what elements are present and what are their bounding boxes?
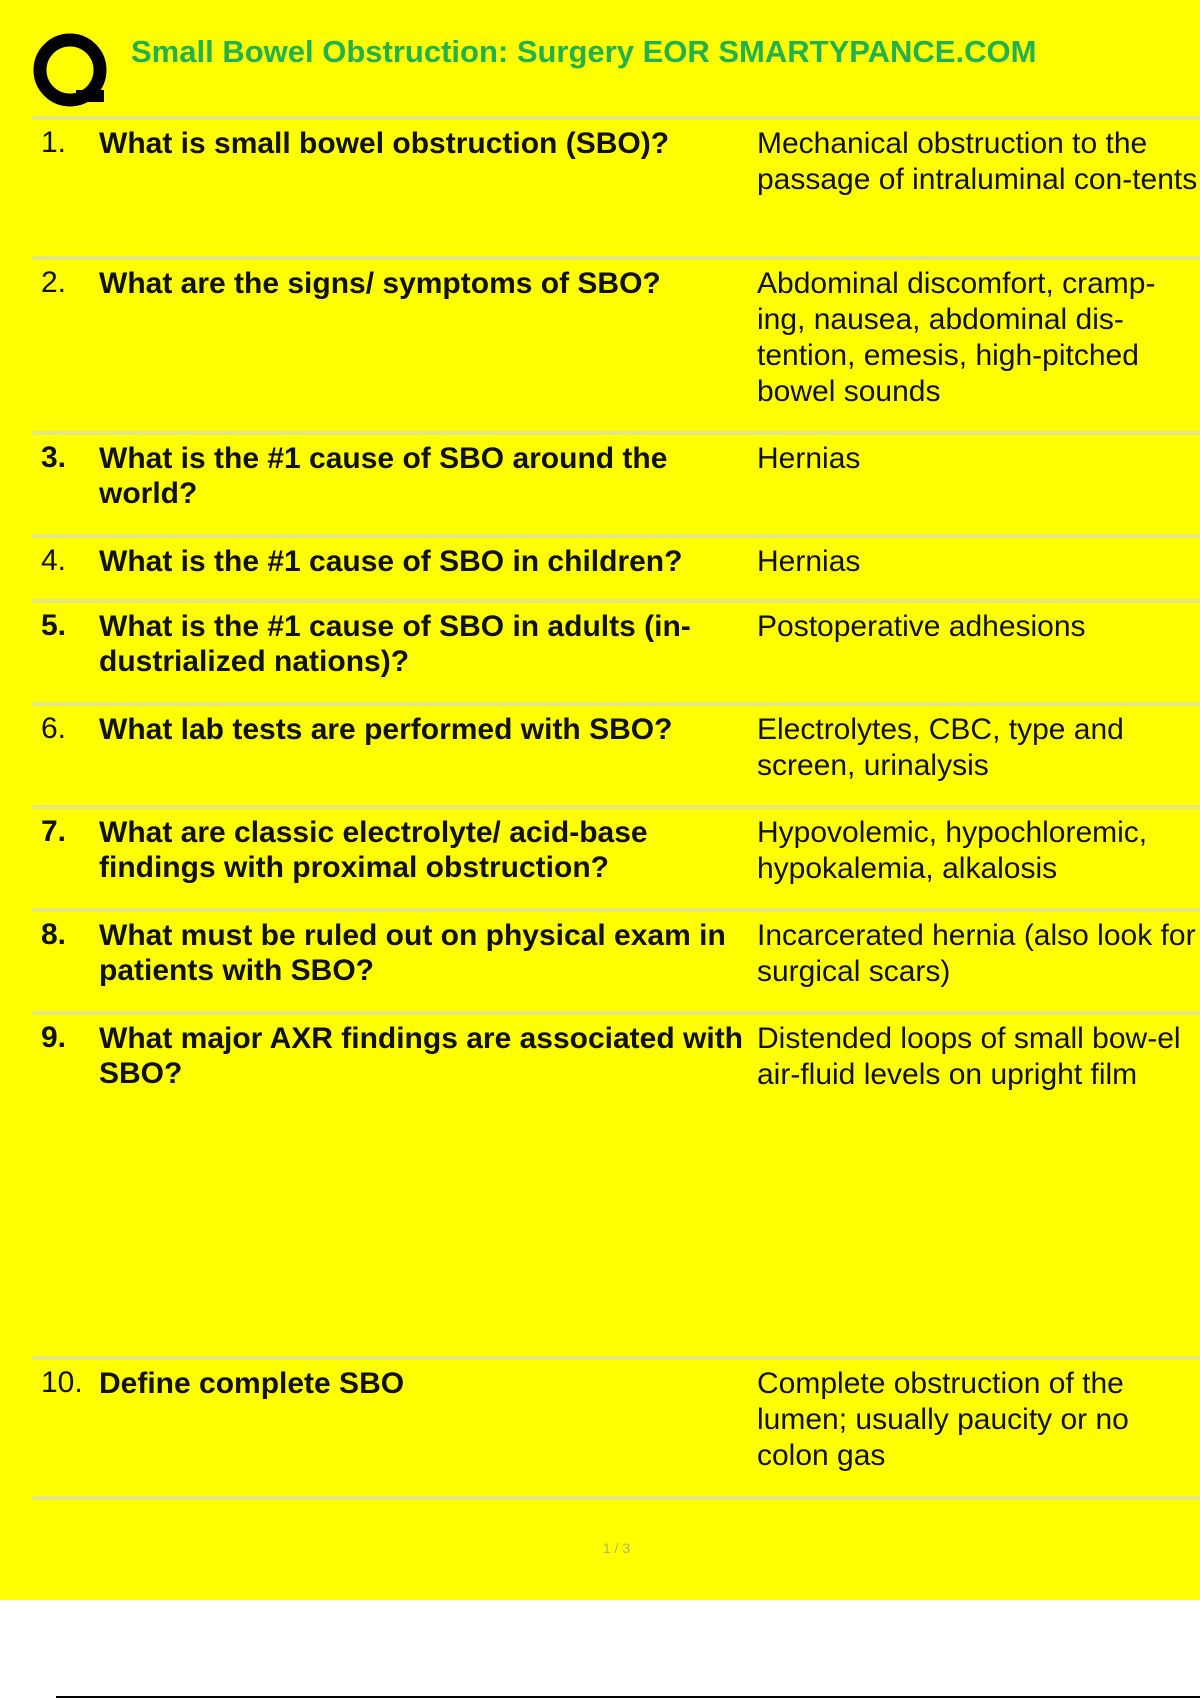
qa-list — [32, 120, 1200, 1500]
question-text: What must be ruled out on physical exam in patients with SBO? — [99, 919, 726, 987]
question-text: What major AXR findings are associated with SBO? — [99, 1022, 744, 1090]
question-text: What is the #1 cause of SBO in adults (in-dustrialized nations)? — [99, 610, 691, 678]
question-text: What is the #1 cause of SBO around the world? — [99, 442, 668, 510]
footer-divider — [56, 1696, 1200, 1698]
answer-text: Postoperative adhesions — [757, 610, 1086, 643]
answer-text: Complete obstruction of the lumen; usually paucity or no colon gas — [757, 1367, 1129, 1472]
question-number: 2. — [41, 266, 67, 299]
qa-row — [32, 120, 1200, 260]
qa-row — [32, 1360, 1200, 1500]
question-number: 4. — [41, 544, 67, 577]
question-text: What are the signs/ symptoms of SBO? — [99, 267, 661, 300]
page-indicator: 1 / 3 — [602, 1540, 631, 1556]
question-text: What is small bowel obstruction (SBO)? — [99, 127, 670, 160]
answer-text: Hypovolemic, hypochloremic, hypokalemia, alkalosis — [757, 816, 1148, 885]
page-title: Small Bowel Obstruction: Surgery EOR SMARTYPANCE.COM — [131, 34, 1037, 69]
question-number: 10. — [41, 1366, 83, 1399]
qa-row — [32, 603, 1200, 706]
qa-row — [32, 1015, 1200, 1360]
question-text: What is the #1 cause of SBO in children? — [99, 545, 683, 578]
qa-row — [32, 538, 1200, 603]
qa-row — [32, 260, 1200, 435]
qa-row — [32, 706, 1200, 809]
question-text: Define complete SBO — [99, 1367, 405, 1400]
qa-row — [32, 435, 1200, 538]
question-text: What lab tests are performed with SBO? — [99, 713, 673, 746]
question-number: 8. — [41, 918, 67, 951]
answer-text: Abdominal discomfort, cramp-ing, nausea, abdominal dis-tention, emesis, high-pitched bowel sounds — [757, 267, 1156, 408]
question-number: 1. — [41, 126, 67, 159]
question-text: What are classic electrolyte/ acid-base findings with proximal obstruction? — [99, 816, 648, 884]
question-number: 5. — [41, 609, 67, 642]
question-number: 3. — [41, 441, 67, 474]
answer-text: Incarcerated hernia (also look for surgical scars) — [757, 919, 1196, 988]
answer-text: Electrolytes, CBC, type and screen, urinalysis — [757, 713, 1124, 782]
q-logo-icon — [32, 32, 112, 112]
answer-text: Mechanical obstruction to the passage of intraluminal con-tents — [757, 127, 1198, 196]
answer-text: Hernias — [757, 545, 861, 578]
question-number: 9. — [41, 1021, 67, 1054]
question-number: 6. — [41, 712, 67, 745]
answer-text: Distended loops of small bow-el air-fluid levels on upright film — [757, 1022, 1181, 1091]
qa-row — [32, 809, 1200, 912]
answer-text: Hernias — [757, 442, 861, 475]
qa-row — [32, 912, 1200, 1015]
question-number: 7. — [41, 815, 67, 848]
